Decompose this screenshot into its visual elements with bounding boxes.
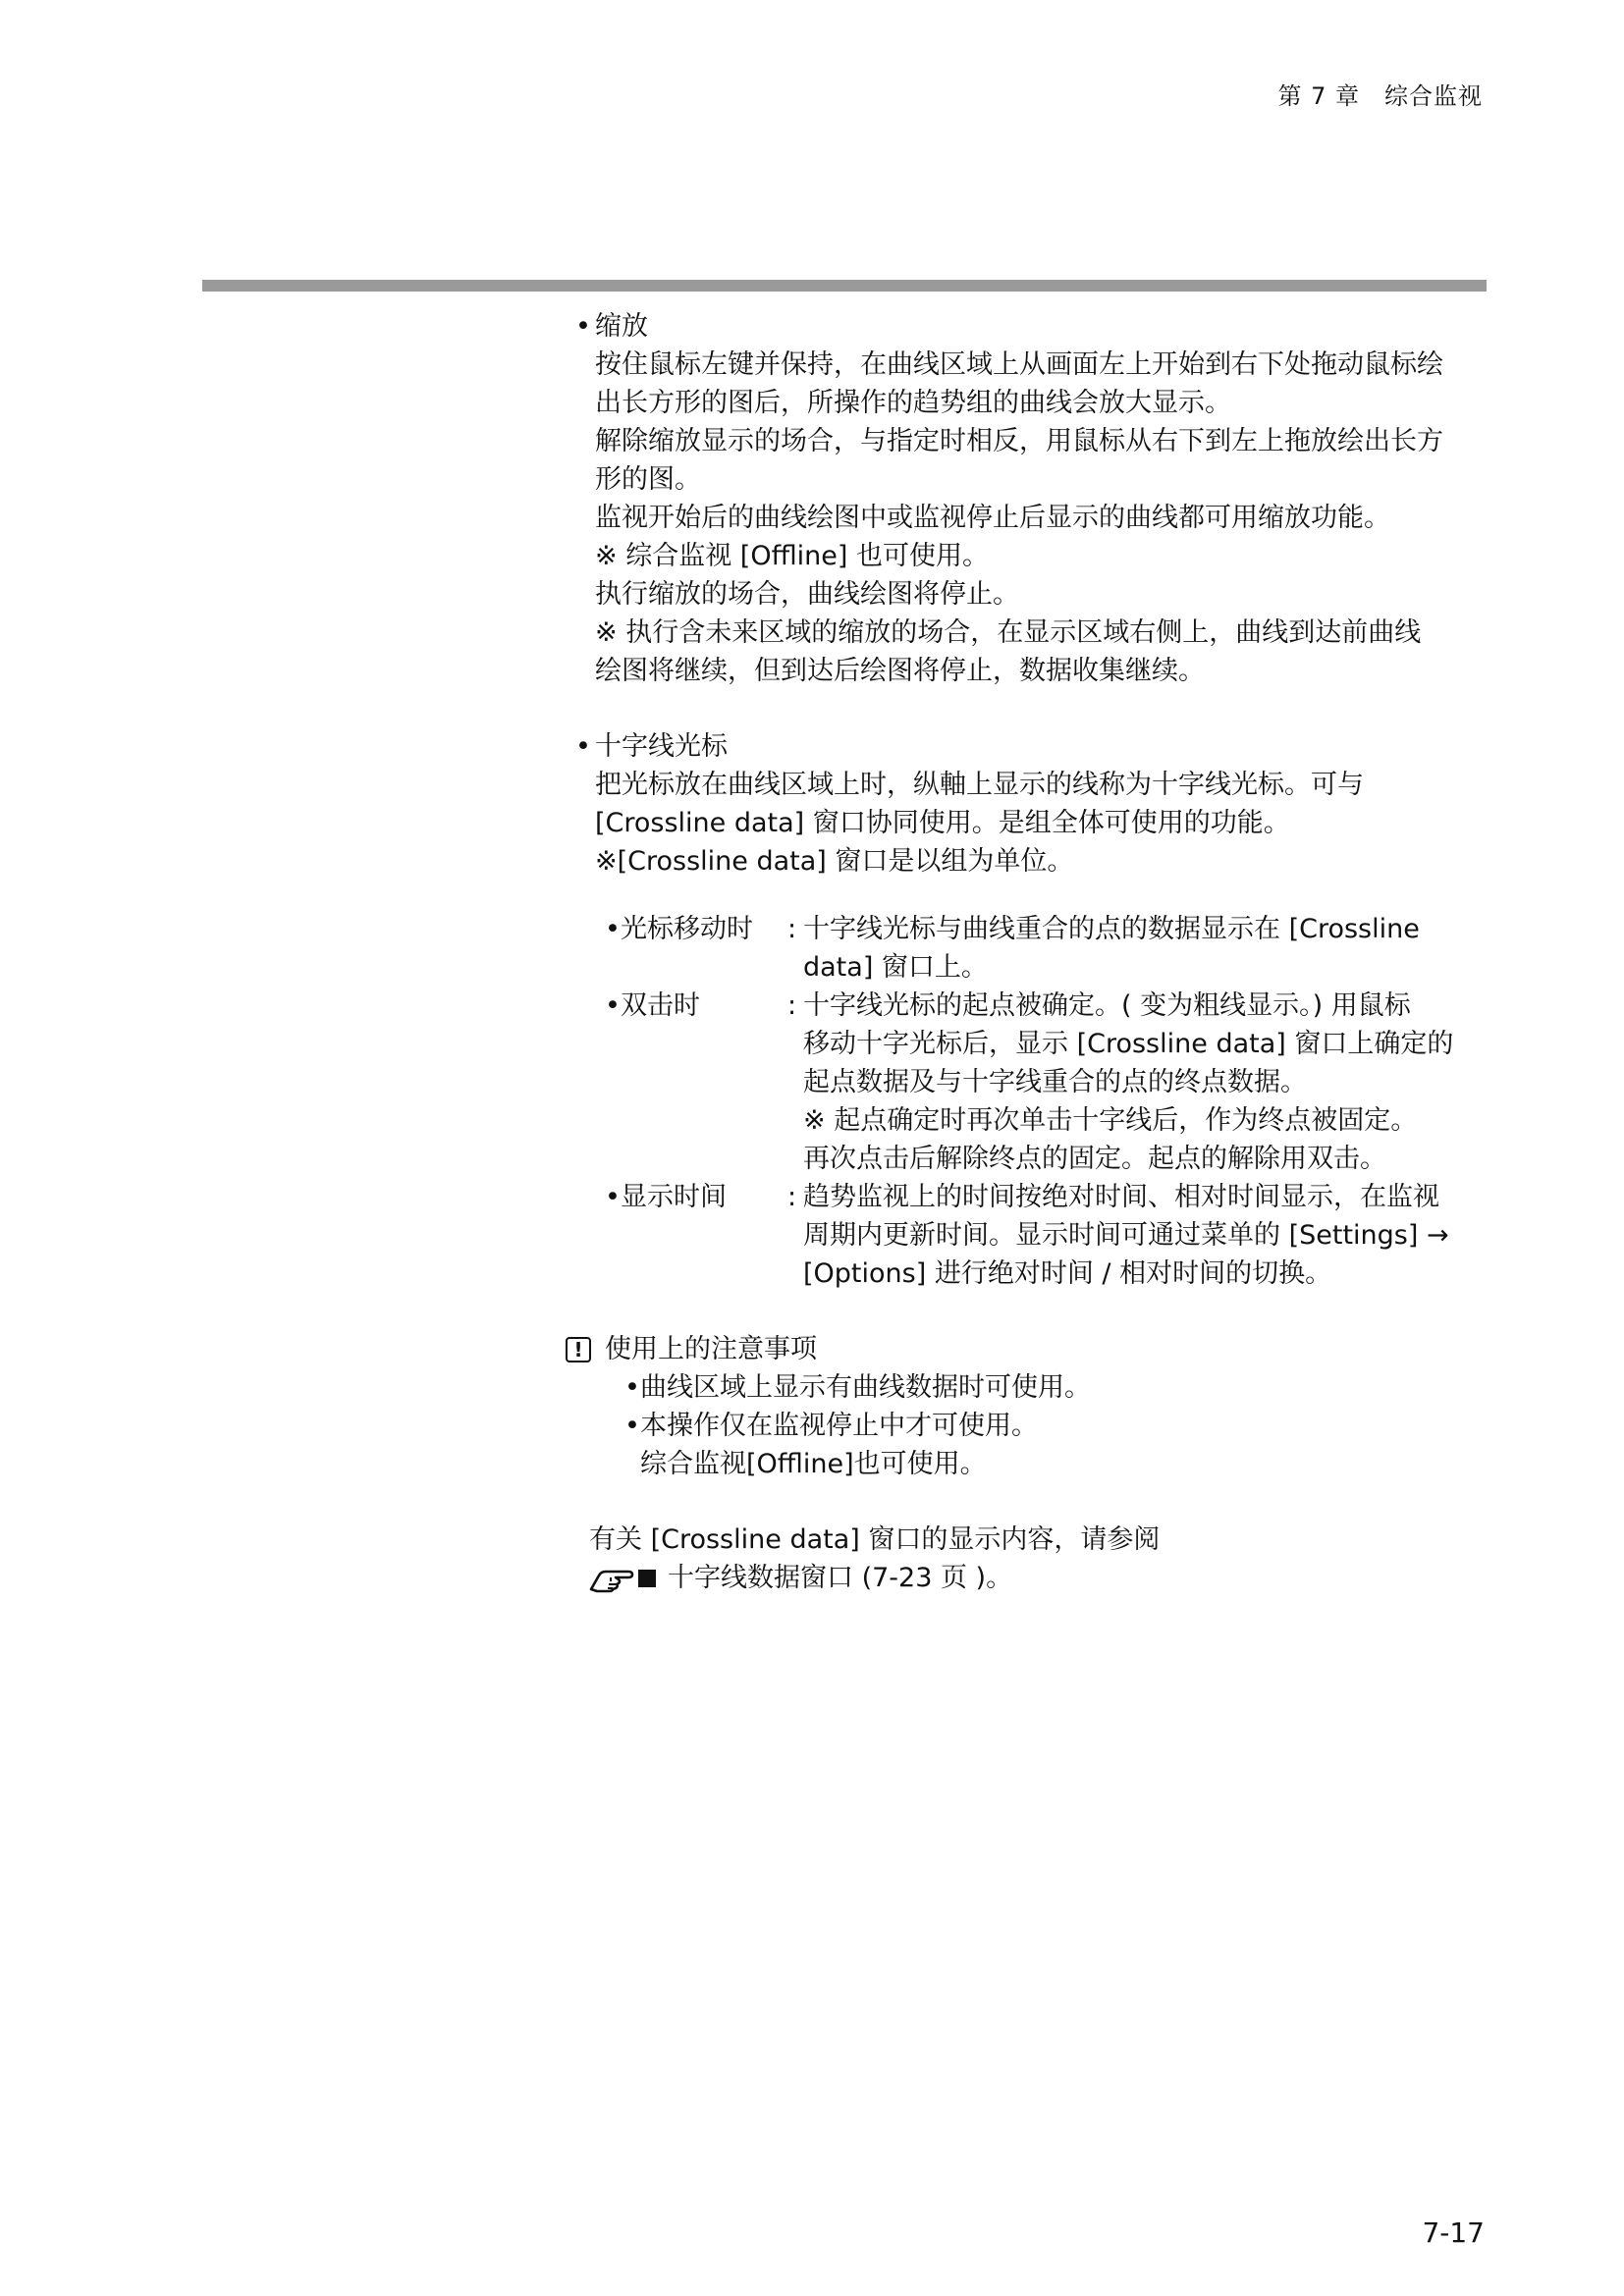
definition-term: • 光标移动时 [595,910,787,987]
reference-link[interactable] [589,1559,1492,1597]
definition-line: 十字线光标的起点被确定。( 变为粗线显示。) 用鼠标 [803,990,1411,1021]
crossline-description [560,766,1492,881]
caution-section [560,1330,1492,1483]
definition-display-time [595,1178,1492,1293]
caution-icon: ! [566,1337,591,1362]
definition-description [803,987,1481,1178]
zoom-line: ※ 执行含未来区域的缩放的场合，在显示区域右侧上，曲线到达前曲线 [595,617,1422,648]
reference-intro: 有关 [Crossline data] 窗口的显示内容，请参阅 [589,1524,1161,1555]
crossline-title: • 十字线光标 [560,727,1492,766]
definition-line: 移动十字光标后，显示 [Crossline data] 窗口上确定的 [803,1029,1454,1059]
zoom-line: 解除缩放显示的场合，与指定时相反，用鼠标从右下到左上拖放绘出长方 [595,426,1443,456]
zoom-section [560,307,1492,690]
pointing-hand-icon [589,1564,634,1593]
definition-line: 再次点击后解除终点的固定。起点的解除用双击。 [803,1144,1386,1174]
zoom-line: ※ 综合监视 [Offline] 也可使用。 [595,541,990,571]
definition-line: 十字线光标与曲线重合的点的数据显示在 [Crossline [803,914,1420,944]
zoom-line: 执行缩放的场合，曲线绘图将停止。 [595,579,1019,610]
caution-header [566,1330,1492,1368]
crossline-line: ※[Crossline data] 窗口是以组为单位。 [595,846,1074,877]
zoom-line: 按住鼠标左键并保持，在曲线区域上从画面左上开始到右下处拖动鼠标绘 [595,349,1443,380]
definition-colon: : [787,914,797,944]
definition-colon: : [787,1182,797,1212]
zoom-line: 绘图将继续，但到达后绘图将停止，数据收集继续。 [595,656,1205,686]
definition-cursor-move [595,910,1492,987]
black-square-icon [638,1570,656,1587]
reference-link-text[interactable]: 十字线数据窗口 (7-23 页 )。 [668,1563,1013,1593]
caution-note: 综合监视[Offline]也可使用。 [640,1449,987,1479]
caution-item: • 本操作仅在监视停止中才可使用。 [624,1407,1492,1445]
caution-item: • 曲线区域上显示有曲线数据时可使用。 [624,1368,1492,1407]
page-content [560,307,1492,1597]
definition-description [803,910,1481,987]
caution-list [624,1368,1492,1483]
definition-line: ※ 起点确定时再次单击十字线后，作为终点被固定。 [803,1105,1418,1136]
crossline-section [560,727,1492,1293]
zoom-title: • 缩放 [560,307,1492,346]
definition-double-click [595,987,1492,1178]
definition-term: • 显示时间 [595,1178,787,1293]
chapter-header: 第 7 章 综合监视 [1277,82,1483,110]
zoom-line: 监视开始后的曲线绘图中或监视停止后显示的曲线都可用缩放功能。 [595,503,1390,533]
zoom-line: 形的图。 [595,464,701,495]
definition-line: 趋势监视上的时间按绝对时间、相对时间显示，在监视 [803,1182,1439,1212]
definition-colon: : [787,990,797,1021]
reference-section [560,1521,1492,1597]
crossline-line: 把光标放在曲线区域上时，纵軸上显示的线称为十字线光标。可与 [595,770,1364,800]
caution-title: 使用上的注意事项 [605,1334,817,1364]
definition-line: data] 窗口上。 [803,952,988,983]
page-number: 7-17 [1422,2216,1485,2249]
definition-line: 起点数据及与十字线重合的点的终点数据。 [803,1067,1307,1097]
header-divider [202,280,1487,292]
definition-term: • 双击时 [595,987,787,1178]
definition-description [803,1178,1481,1293]
zoom-line: 出长方形的图后，所操作的趋势组的曲线会放大显示。 [595,388,1231,418]
definition-line: 周期内更新时间。显示时间可通过菜单的 [Settings] → [803,1220,1449,1251]
crossline-line: [Crossline data] 窗口协同使用。是组全体可使用的功能。 [595,808,1290,838]
zoom-description [560,346,1492,690]
definition-line: [Options] 进行绝对时间 / 相对时间的切换。 [803,1258,1332,1289]
